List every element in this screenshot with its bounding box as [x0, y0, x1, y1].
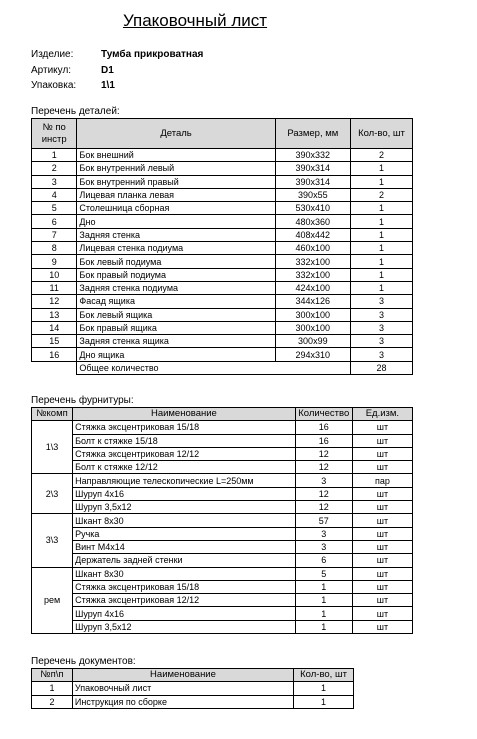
table-row — [32, 487, 413, 500]
table-row — [32, 434, 413, 447]
table-row — [32, 682, 354, 695]
part-name: Задняя стенка — [77, 228, 275, 241]
doc-name: Инструкция по сборке — [72, 695, 293, 708]
part-name: Бок внешний — [77, 149, 275, 162]
table-row — [32, 228, 413, 241]
part-name: Дно — [77, 215, 275, 228]
parts-heading: Перечень деталей: — [31, 106, 120, 117]
part-number: 9 — [32, 255, 77, 268]
hardware-name: Стяжка эксцентриковая 15/18 — [73, 580, 296, 593]
hardware-unit: шт — [352, 607, 412, 620]
table-row — [32, 149, 413, 162]
hardware-qty: 3 — [295, 474, 352, 487]
part-size: 460x100 — [275, 242, 350, 255]
meta-value: 1\1 — [101, 80, 115, 91]
part-name: Бок правый ящика — [77, 321, 275, 334]
part-qty: 1 — [350, 215, 412, 228]
part-name: Бок левый подиума — [77, 255, 275, 268]
part-name: Лицевая стенка подиума — [77, 242, 275, 255]
table-row — [32, 540, 413, 553]
col-header: Кол-во, шт — [350, 119, 412, 149]
table-row — [32, 268, 413, 281]
part-name: Лицевая планка левая — [77, 188, 275, 201]
meta-label: Артикул: — [31, 65, 72, 76]
table-row — [32, 514, 413, 527]
meta-package — [31, 80, 115, 91]
table-row — [32, 447, 413, 460]
table-row — [32, 215, 413, 228]
hardware-unit: шт — [352, 501, 412, 514]
table-row — [32, 580, 413, 593]
col-header: № по инстр — [32, 119, 77, 149]
table-row — [32, 527, 413, 540]
table-row — [32, 321, 413, 334]
col-header: Наименование — [72, 669, 293, 682]
meta-product — [31, 49, 203, 60]
table-row — [32, 281, 413, 294]
hardware-name: Шкант 8x30 — [73, 567, 296, 580]
table-row — [32, 567, 413, 580]
hardware-unit: шт — [352, 434, 412, 447]
docs-table — [31, 668, 354, 709]
blank-cell — [32, 361, 77, 374]
part-number: 16 — [32, 348, 77, 361]
table-row — [32, 421, 413, 434]
part-qty: 3 — [350, 295, 412, 308]
part-size: 300x99 — [275, 335, 350, 348]
part-number: 2 — [32, 162, 77, 175]
part-name: Бок внутренний правый — [77, 175, 275, 188]
hardware-unit: шт — [352, 421, 412, 434]
hardware-qty: 3 — [295, 527, 352, 540]
hardware-name: Винт M4x14 — [73, 540, 296, 553]
hardware-unit: шт — [352, 447, 412, 460]
page-title: Упаковочный лист — [122, 11, 268, 30]
hardware-qty: 6 — [295, 554, 352, 567]
hardware-unit: шт — [352, 567, 412, 580]
table-row — [32, 607, 413, 620]
total-value: 28 — [350, 361, 412, 374]
part-qty: 3 — [350, 321, 412, 334]
table-row — [32, 295, 413, 308]
hardware-name: Стяжка эксцентриковая 12/12 — [73, 594, 296, 607]
table-row — [32, 175, 413, 188]
col-header: Ед.изм. — [352, 408, 412, 421]
part-size: 300x100 — [275, 308, 350, 321]
kit-number: 1\3 — [32, 421, 73, 474]
hardware-name: Болт к стяжке 15/18 — [73, 434, 296, 447]
hardware-qty: 12 — [295, 447, 352, 460]
hardware-heading: Перечень фурнитуры: — [31, 395, 134, 406]
hardware-name: Ручка — [73, 527, 296, 540]
part-number: 3 — [32, 175, 77, 188]
table-row — [32, 348, 413, 361]
part-size: 408x442 — [275, 228, 350, 241]
part-size: 390x314 — [275, 162, 350, 175]
part-number: 5 — [32, 202, 77, 215]
doc-name: Упаковочный лист — [72, 682, 293, 695]
table-row — [32, 461, 413, 474]
part-number: 4 — [32, 188, 77, 201]
doc-qty: 1 — [294, 682, 354, 695]
part-name: Фасад ящика — [77, 295, 275, 308]
doc-number: 2 — [32, 695, 73, 708]
part-qty: 1 — [350, 268, 412, 281]
table-row — [32, 255, 413, 268]
hardware-qty: 5 — [295, 567, 352, 580]
part-name: Дно ящика — [77, 348, 275, 361]
part-size: 332x100 — [275, 255, 350, 268]
part-number: 6 — [32, 215, 77, 228]
part-name: Бок внутренний левый — [77, 162, 275, 175]
table-row — [32, 474, 413, 487]
part-name: Задняя стенка ящика — [77, 335, 275, 348]
hardware-unit: шт — [352, 620, 412, 633]
hardware-qty: 16 — [295, 421, 352, 434]
part-qty: 1 — [350, 228, 412, 241]
hardware-name: Шуруп 4x16 — [73, 487, 296, 500]
col-header: Кол-во, шт — [294, 669, 354, 682]
col-header: №комп — [32, 408, 73, 421]
part-name: Задняя стенка подиума — [77, 281, 275, 294]
hardware-name: Шуруп 4x16 — [73, 607, 296, 620]
col-header: Наименование — [73, 408, 296, 421]
meta-value: Тумба прикроватная — [101, 49, 204, 60]
hardware-unit: шт — [352, 514, 412, 527]
part-size: 332x100 — [275, 268, 350, 281]
hardware-qty: 12 — [295, 461, 352, 474]
table-row — [32, 335, 413, 348]
part-qty: 1 — [350, 255, 412, 268]
hardware-name: Направляющие телескопические L=250мм — [73, 474, 296, 487]
col-header: Количество — [295, 408, 352, 421]
hardware-qty: 16 — [295, 434, 352, 447]
part-qty: 1 — [350, 202, 412, 215]
hardware-unit: шт — [352, 487, 412, 500]
part-qty: 3 — [350, 308, 412, 321]
part-qty: 1 — [350, 175, 412, 188]
part-number: 8 — [32, 242, 77, 255]
part-qty: 3 — [350, 335, 412, 348]
hardware-name: Болт к стяжке 12/12 — [73, 461, 296, 474]
part-qty: 2 — [350, 188, 412, 201]
part-number: 7 — [32, 228, 77, 241]
part-number: 12 — [32, 295, 77, 308]
part-number: 14 — [32, 321, 77, 334]
part-qty: 2 — [350, 149, 412, 162]
part-size: 344x126 — [275, 295, 350, 308]
doc-number: 1 — [32, 682, 73, 695]
kit-number: рем — [32, 567, 73, 633]
hardware-qty: 1 — [295, 594, 352, 607]
hardware-name: Стяжка эксцентриковая 12/12 — [73, 447, 296, 460]
part-name: Столешница сборная — [77, 202, 275, 215]
table-row — [32, 594, 413, 607]
table-row — [32, 620, 413, 633]
doc-qty: 1 — [294, 695, 354, 708]
docs-heading: Перечень документов: — [31, 656, 136, 667]
part-size: 300x100 — [275, 321, 350, 334]
hardware-unit: шт — [352, 461, 412, 474]
table-row — [32, 162, 413, 175]
part-number: 1 — [32, 149, 77, 162]
kit-number: 2\3 — [32, 474, 73, 514]
hardware-name: Держатель задней стенки — [73, 554, 296, 567]
part-number: 15 — [32, 335, 77, 348]
hardware-qty: 1 — [295, 620, 352, 633]
hardware-unit: шт — [352, 554, 412, 567]
meta-label: Изделие: — [31, 49, 74, 60]
part-size: 294x310 — [275, 348, 350, 361]
total-label: Общее количество — [77, 361, 351, 374]
hardware-name: Шуруп 3,5x12 — [73, 501, 296, 514]
hardware-unit: шт — [352, 580, 412, 593]
part-name: Бок правый подиума — [77, 268, 275, 281]
meta-value: D1 — [101, 65, 114, 76]
meta-article — [31, 65, 114, 76]
col-header: №п\п — [32, 669, 73, 682]
part-qty: 1 — [350, 281, 412, 294]
part-number: 11 — [32, 281, 77, 294]
parts-table — [31, 118, 413, 375]
total-row — [32, 361, 413, 374]
part-qty: 1 — [350, 162, 412, 175]
table-row — [32, 202, 413, 215]
part-size: 480x360 — [275, 215, 350, 228]
part-size: 390x314 — [275, 175, 350, 188]
table-row — [32, 308, 413, 321]
part-size: 424x100 — [275, 281, 350, 294]
kit-number: 3\3 — [32, 514, 73, 567]
hardware-unit: шт — [352, 527, 412, 540]
hardware-qty: 3 — [295, 540, 352, 553]
part-number: 10 — [32, 268, 77, 281]
table-row — [32, 188, 413, 201]
part-size: 390x332 — [275, 149, 350, 162]
table-row — [32, 501, 413, 514]
part-qty: 3 — [350, 348, 412, 361]
part-number: 13 — [32, 308, 77, 321]
table-row — [32, 554, 413, 567]
part-size: 390x55 — [275, 188, 350, 201]
meta-label: Упаковка: — [31, 80, 77, 91]
table-row — [32, 695, 354, 708]
hardware-unit: шт — [352, 540, 412, 553]
part-name: Бок левый ящика — [77, 308, 275, 321]
hardware-qty: 1 — [295, 580, 352, 593]
hardware-unit: пар — [352, 474, 412, 487]
col-header: Деталь — [77, 119, 275, 149]
hardware-unit: шт — [352, 594, 412, 607]
hardware-name: Шуруп 3,5x12 — [73, 620, 296, 633]
hardware-qty: 1 — [295, 607, 352, 620]
hardware-table — [31, 407, 413, 634]
col-header: Размер, мм — [275, 119, 350, 149]
hardware-qty: 57 — [295, 514, 352, 527]
hardware-qty: 12 — [295, 487, 352, 500]
hardware-qty: 12 — [295, 501, 352, 514]
table-row — [32, 242, 413, 255]
hardware-name: Шкант 8x30 — [73, 514, 296, 527]
hardware-name: Стяжка эксцентриковая 15/18 — [73, 421, 296, 434]
part-qty: 1 — [350, 242, 412, 255]
part-size: 530x410 — [275, 202, 350, 215]
